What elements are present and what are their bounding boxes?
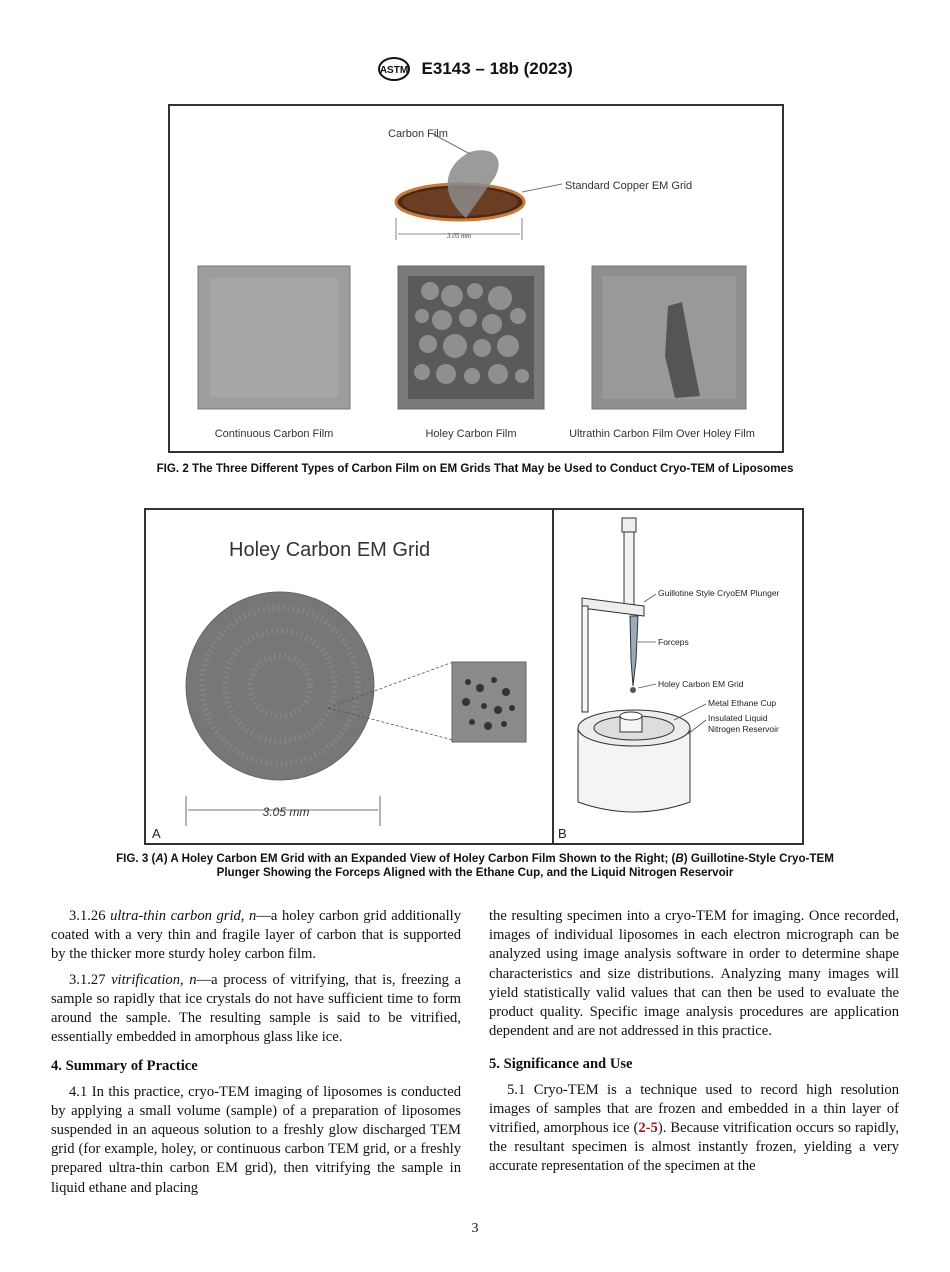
svg-text:ASTM: ASTM [380, 65, 409, 76]
panel-a-title: Holey Carbon EM Grid [229, 539, 431, 561]
callout-reservoir-line2: Nitrogen Reservoir [708, 724, 779, 734]
left-column [51, 907, 461, 1204]
document-header [0, 56, 950, 82]
copper-grid-label: Standard Copper EM Grid [565, 180, 693, 192]
figure-2 [168, 104, 784, 453]
carbon-film-label: Carbon Film [388, 128, 448, 140]
ultrathin-carbon-film-image [592, 266, 746, 409]
callout-plunger: Guillotine Style CryoEM Plunger [658, 588, 780, 598]
dimension-label: 3.05 mm [446, 232, 472, 240]
guillotine-plunger-illustration [578, 518, 690, 812]
callout-forceps: Forceps [658, 637, 689, 647]
holey-grid-disk [186, 592, 374, 780]
page-number: 3 [471, 1221, 479, 1236]
reference-link[interactable]: 2-5 [638, 1120, 658, 1137]
panel-a-letter: A [152, 826, 161, 841]
figure-3 [144, 508, 804, 845]
figure-2-illustration [170, 106, 782, 451]
designation: E3143 – 18b (2023) [421, 59, 573, 78]
right-column [489, 907, 899, 1183]
paragraph-continued: the resulting specimen into a cryo-TEM for imaging. Once recorded, images of individual liposomes in each electron micrograph can be analyzed using image analysis software in order to determine shape characteristics and size distributions. Analyzing many images will yield statistically valid values that can then be used to evaluate the product quality. Specific image analysis procedures are application dependent and are not addressed in this practice. [489, 908, 899, 1040]
panel-label-holey: Holey Carbon Film [425, 428, 517, 440]
figure-3-caption-line1: FIG. 3 (A) A Holey Carbon EM Grid with an Expanded View of Holey Carbon Film Shown to the Right; (B) Guillotine-Style Cryo-TEM [116, 852, 834, 865]
panel-label-continuous: Continuous Carbon Film [214, 428, 334, 440]
figure-3-illustration [146, 510, 802, 843]
figure-3-caption [40, 852, 910, 880]
section-5-heading: 5. Significance and Use [489, 1056, 633, 1073]
panel-b-letter: B [558, 826, 567, 841]
paragraph-5-1: 5.1 Cryo-TEM is a technique used to record high resolution images of samples that are frozen and embedded in a thin layer of vitrified, amorphous ice (2-5). Because vitrification occurs so rapidly, the resultant specimen is almost instantly frozen, yielding a very accurate representation of the specimen at the [489, 1081, 899, 1175]
paragraph-3-1-27: 3.1.27 vitrification, n—a process of vitrifying, that is, freezing a sample so rapidly that ice crystals do not have sufficient time to form around the sample. The resulting sample is said to be vitrified, essentially embedded in amorphous glass like ice. [51, 971, 461, 1046]
callout-reservoir-line1: Insulated Liquid [708, 713, 768, 723]
panel-a-dimension-label: 3.05 mm [262, 805, 310, 819]
paragraph-3-1-26: 3.1.26 ultra-thin carbon grid, n—a holey carbon grid additionally coated with a very thin and fragile layer of carbon that is supported by the thicker more sturdy holey carbon film. [51, 908, 462, 963]
expanded-holey-film-image [452, 662, 526, 742]
figure-3-caption-line2: Plunger Showing the Forceps Aligned with the Ethane Cup, and the Liquid Nitrogen Reservoir [216, 866, 734, 879]
paragraph-4-1: 4.1 In this practice, cryo-TEM imaging of liposomes is conducted by applying a small volume (sample) of a preparation of liposomes suspended in an aqueous solution to a freshly glow discharged TEM grid (for example, holey, or continuous carbon TEM grid, or a freshly prepared ultra-thin carbon EM grid), then vitrifying the sample in liquid ethane and placing [51, 1083, 461, 1196]
callout-ethane-cup: Metal Ethane Cup [708, 698, 777, 708]
figure-2-caption: FIG. 2 The Three Different Types of Carbon Film on EM Grids That May be Used to Conduct Cryo-TEM of Liposomes [156, 462, 794, 475]
callout-holey-grid: Holey Carbon EM Grid [658, 679, 744, 689]
holey-carbon-film-image [398, 266, 544, 409]
section-4-heading: 4. Summary of Practice [51, 1058, 198, 1075]
panel-label-ultrathin: Ultrathin Carbon Film Over Holey Film [569, 428, 755, 440]
copper-grid-leader [522, 184, 562, 192]
astm-logo-icon [377, 56, 411, 82]
continuous-carbon-film-image [198, 266, 350, 409]
